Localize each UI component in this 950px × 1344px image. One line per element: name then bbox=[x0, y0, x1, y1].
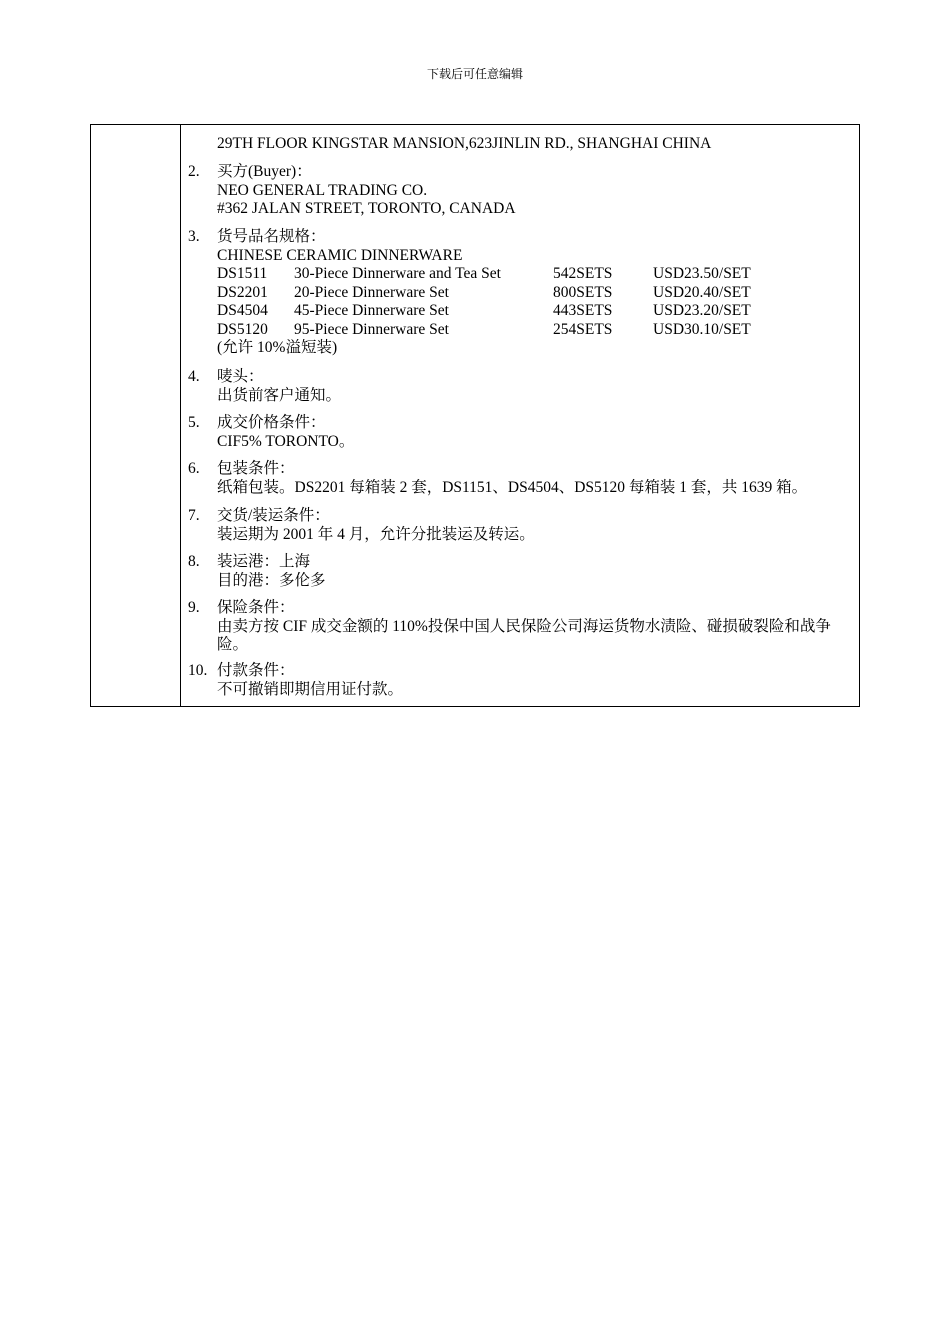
clause-text: 出货前客户通知。 bbox=[217, 386, 342, 404]
item-description: 45-Piece Dinnerware Set bbox=[294, 302, 449, 319]
clause-goods bbox=[188, 228, 855, 358]
clause-packing bbox=[188, 460, 855, 497]
item-quantity: 542SETS bbox=[553, 265, 613, 282]
clause-label: 买方(Buyer)： bbox=[217, 163, 312, 180]
table-left-column bbox=[91, 125, 181, 706]
clause-text: CIF5% TORONTO。 bbox=[217, 432, 355, 450]
goods-item-row bbox=[217, 284, 855, 303]
clause-label: 保险条件： bbox=[217, 599, 295, 616]
clause-text: 纸箱包装。DS2201 每箱装 2 套，DS1151、DS4504、DS5120 每箱装 1 套，共 1639 箱。 bbox=[217, 478, 808, 496]
item-description: 20-Piece Dinnerware Set bbox=[294, 283, 449, 301]
clause-number: 5. bbox=[188, 414, 200, 431]
clause-text: 不可撤销即期信用证付款。 bbox=[217, 680, 404, 698]
clause-number: 9. bbox=[188, 599, 200, 616]
clause-price-terms bbox=[188, 414, 855, 451]
clause-label: 包装条件： bbox=[217, 460, 295, 477]
clause-marks bbox=[188, 368, 855, 405]
item-price: USD20.40/SET bbox=[653, 283, 751, 301]
buyer-name: NEO GENERAL TRADING CO. bbox=[217, 181, 428, 199]
clause-buyer bbox=[188, 163, 855, 219]
clause-payment bbox=[188, 662, 855, 699]
clause-number: 10. bbox=[188, 662, 208, 679]
clause-label: 成交价格条件： bbox=[217, 414, 326, 431]
item-code: DS4504 bbox=[217, 302, 268, 319]
item-quantity: 443SETS bbox=[553, 302, 613, 319]
clause-insurance bbox=[188, 599, 855, 655]
goods-item-row bbox=[217, 265, 855, 284]
clause-label: 交货/装运条件： bbox=[217, 507, 330, 524]
goods-item-row bbox=[217, 302, 855, 321]
item-code: DS5120 bbox=[217, 320, 268, 338]
goods-title: CHINESE CERAMIC DINNERWARE bbox=[217, 246, 463, 264]
clause-shipment bbox=[188, 507, 855, 544]
item-code: DS2201 bbox=[217, 283, 268, 301]
item-price: USD30.10/SET bbox=[653, 320, 751, 338]
seller-address: 29TH FLOOR KINGSTAR MANSION,623JINLIN RD., SHANGHAI CHINA bbox=[217, 135, 712, 152]
clause-label: 唛头： bbox=[217, 368, 264, 385]
clause-text: 由卖方按 CIF 成交金额的 110%投保中国人民保险公司海运货物水渍险、碰损破裂险和战争险。 bbox=[217, 617, 831, 653]
destination-port: 目的港：多伦多 bbox=[217, 571, 326, 589]
clause-number: 6. bbox=[188, 460, 200, 477]
item-description: 95-Piece Dinnerware Set bbox=[294, 320, 449, 338]
goods-item-row bbox=[217, 321, 855, 340]
item-price: USD23.50/SET bbox=[653, 265, 751, 282]
buyer-address: #362 JALAN STREET, TORONTO, CANADA bbox=[217, 200, 516, 217]
item-description: 30-Piece Dinnerware and Tea Set bbox=[294, 265, 501, 282]
goods-tolerance-note: (允许 10%溢短装) bbox=[217, 339, 338, 356]
clause-text: 装运期为 2001 年 4 月，允许分批装运及转运。 bbox=[217, 525, 535, 543]
page-header-note: 下载后可任意编辑 bbox=[426, 67, 523, 81]
clause-ports bbox=[188, 553, 855, 590]
clause-number: 4. bbox=[188, 368, 200, 385]
item-quantity: 254SETS bbox=[553, 320, 613, 338]
clause-number: 3. bbox=[188, 228, 200, 245]
item-code: DS1511 bbox=[217, 265, 268, 282]
item-quantity: 800SETS bbox=[553, 283, 613, 301]
clause-number: 2. bbox=[188, 163, 200, 180]
table-content-column bbox=[181, 125, 859, 706]
clause-number: 8. bbox=[188, 553, 200, 570]
item-price: USD23.20/SET bbox=[653, 302, 751, 319]
loading-port: 装运港：上海 bbox=[217, 553, 311, 570]
clause-number: 7. bbox=[188, 507, 200, 524]
contract-table bbox=[90, 124, 860, 707]
clause-label: 货号品名规格： bbox=[217, 228, 326, 245]
clause-label: 付款条件： bbox=[217, 662, 295, 679]
